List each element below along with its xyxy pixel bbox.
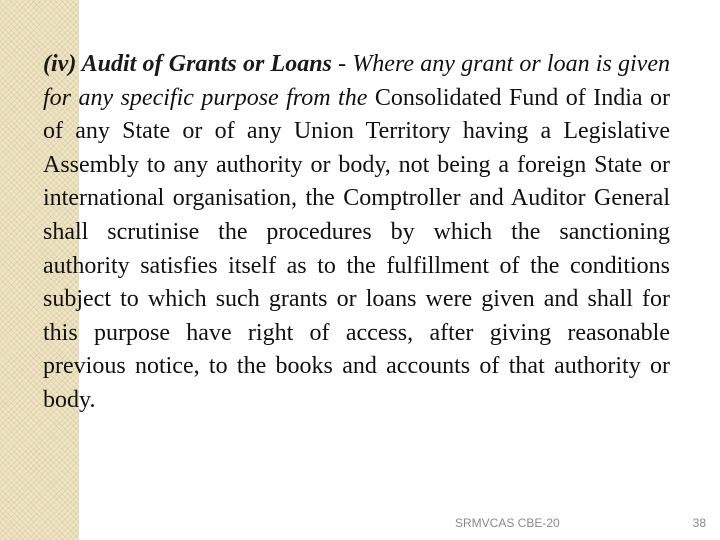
heading-separator: - [331, 51, 353, 77]
paragraph-text: Consolidated Fund of India or of any State or of any Union Territory having a Legislative Assembly to any authority or body, not being a foreign State or international organisation, the Comptroller and Auditor General shall scrutinise the procedures by which the sanctioning authority satisfies itself as to the fulfillment of the conditions subject to which such grants or loans were given and shall for this purpose have right of access, after giving reasonable previous notice, to the books and accounts of that authority or body. [43, 84, 670, 413]
italic-intro-text: Where any grant or loan is given for any specific purpose from the [43, 51, 670, 111]
footer-label: SRMVCAS CBE-20 [455, 516, 560, 530]
slide-body-paragraph [43, 48, 670, 418]
page-number: 38 [692, 516, 706, 530]
section-heading: (iv) Audit of Grants or Loans [43, 51, 332, 77]
